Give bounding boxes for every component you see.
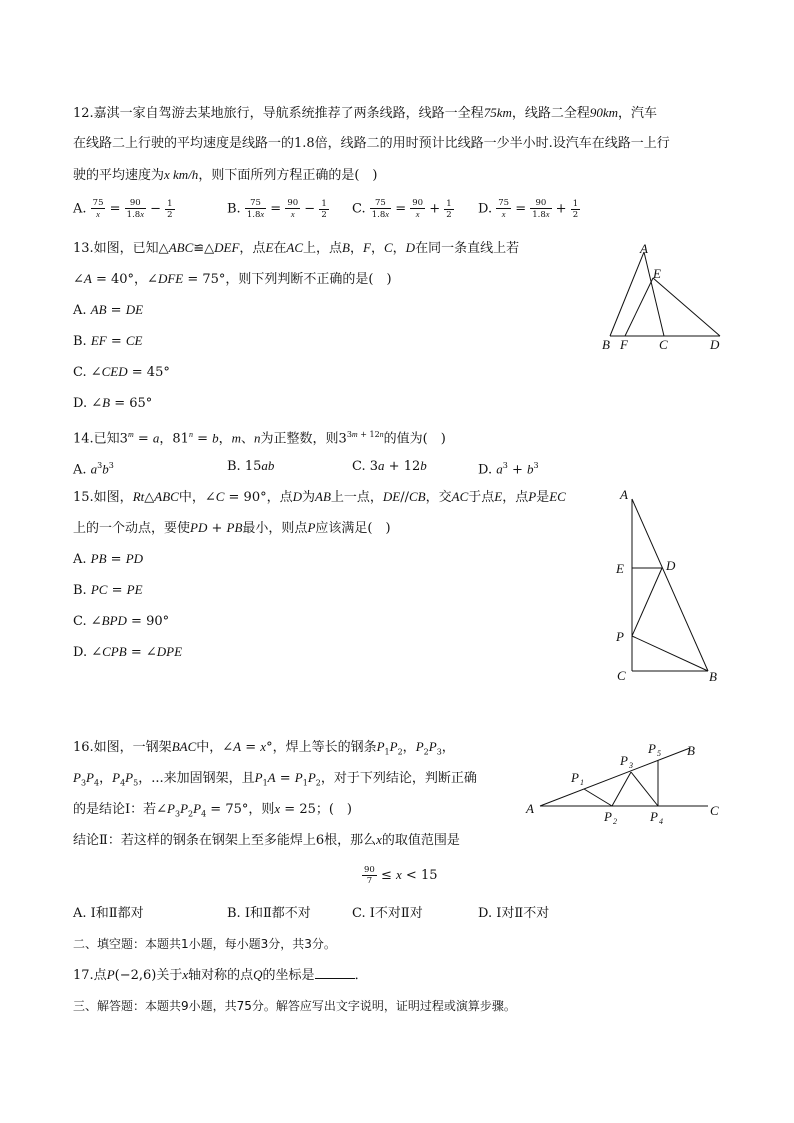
q14-option-c: C. 3a + 12b — [352, 458, 427, 474]
q16-line4: 结论Ⅱ：若这样的钢条在钢架上至多能焊上6根，那么x的取值范围是 — [73, 832, 460, 848]
section-3-heading: 三、解答题：本题共9小题，共75分。解答应写出文字说明，证明过程或演算步骤。 — [73, 999, 516, 1013]
q13-option-b: B. EF = CE — [73, 333, 143, 349]
q16-option-c: C. Ⅰ不对Ⅱ对 — [352, 906, 423, 921]
svg-text:C: C — [617, 668, 626, 683]
q13-option-c: C. ∠CED = 45° — [73, 364, 170, 380]
q15-line1: 15.如图，Rt△ABC中，∠C = 90°，点D为AB上一点，DE//CB，交AC于点E，点P是EC — [73, 489, 566, 505]
svg-text:4: 4 — [659, 817, 663, 826]
q12-option-c: C. $\frac{75}{1.8x}$ = $\frac{90}{x}$ + $\frac{1}{2}$ — [352, 198, 452, 220]
q16-option-b: B. Ⅰ和Ⅱ都不对 — [227, 906, 311, 921]
svg-text:D: D — [710, 337, 720, 352]
q16-figure — [522, 737, 732, 832]
q13-option-a: A. AB = DE — [73, 302, 144, 318]
svg-text:2: 2 — [613, 817, 617, 826]
q13-line1: 13.如图，已知△ABC≌△DEF，点E在AC上，点B，F，C，D在同一条直线上若 — [73, 240, 520, 256]
svg-text:C: C — [710, 803, 719, 818]
q13-line2: ∠A = 40°，∠DFE = 75°，则下列判断不正确的是( ) — [73, 271, 392, 287]
q15-option-c: C. ∠BPD = 90° — [73, 613, 170, 629]
svg-text:A: A — [640, 241, 648, 256]
svg-text:P: P — [616, 629, 624, 644]
svg-text:F: F — [620, 337, 628, 352]
q12-line2: 在线路二上行驶的平均速度是线路一的1.8倍，线路二的用时预计比线路一少半小时.设汽车在线路一上行 — [73, 136, 670, 151]
q15-option-b: B. PC = PE — [73, 582, 143, 598]
q12-line3: 驶的平均速度为x km/h，则下面所列方程正确的是( ) — [73, 167, 378, 183]
q16-option-d: D. Ⅰ对Ⅱ不对 — [478, 906, 550, 921]
answer-blank[interactable] — [315, 966, 355, 979]
q13-figure — [596, 238, 736, 358]
section-2-heading: 二、填空题：本题共1小题，每小题3分，共3分。 — [73, 937, 336, 951]
q14-option-a: A. $a^3b^3$ — [73, 461, 114, 478]
q15-option-d: D. ∠CPB = ∠DPE — [73, 644, 183, 660]
svg-text:D: D — [666, 558, 676, 573]
q15-line2: 上的一个动点，要使PD + PB最小，则点P应该满足( ) — [73, 520, 391, 536]
q13-option-d: D. ∠B = 65° — [73, 395, 153, 411]
q16-inequality: $\frac{90}{7}$ ≤ x < 15 — [364, 865, 438, 886]
q14-option-d: D. $a^3 + b^3$ — [478, 461, 539, 478]
q16-line2: $P_3P_4$，$P_4P_5$，...来加固钢架，且$P_1A = P_1P_2$，对于下列结论，判断正确 — [73, 770, 477, 788]
q16-line1: 16.如图，一钢架BAC中，∠A = x°，焊上等长的钢条$P_1P_2$，$P_2P_3$， — [73, 739, 455, 757]
svg-text:5: 5 — [657, 749, 661, 758]
svg-text:B: B — [602, 337, 610, 352]
svg-text:B: B — [687, 743, 695, 758]
svg-text:C: C — [659, 337, 668, 352]
q15-figure — [608, 485, 728, 685]
q12-option-b: B. $\frac{75}{1.8x}$ = $\frac{90}{x}$ − $\frac{1}{2}$ — [227, 198, 327, 220]
q14-line1: 14.已知$3^m = a$，$81^n = b$，m、n为正整数，则$3^{3m + 12n}$的值为( ) — [73, 430, 446, 447]
svg-text:P: P — [650, 809, 658, 824]
svg-text:P: P — [604, 809, 612, 824]
svg-text:1: 1 — [580, 778, 584, 787]
q14-option-b: B. 15ab — [227, 458, 275, 474]
svg-text:B: B — [709, 669, 717, 684]
q15-option-a: A. PB = PD — [73, 551, 144, 567]
q16-option-a: A. Ⅰ和Ⅱ都对 — [73, 906, 144, 921]
svg-text:A: A — [526, 801, 534, 816]
svg-text:P: P — [620, 753, 628, 768]
svg-text:P: P — [648, 741, 656, 756]
q12-line1: 12.嘉淇一家自驾游去某地旅行，导航系统推荐了两条线路，线路一全程75km，线路二全程90km，汽车 — [73, 105, 658, 121]
svg-text:3: 3 — [629, 761, 633, 770]
q17: 17.点P(−2,6)关于x轴对称的点Q的坐标是 ． — [73, 967, 368, 983]
q12-option-a: A. $\frac{75}{x}$ = $\frac{90}{1.8x}$ − $\frac{1}{2}$ — [73, 198, 173, 220]
q16-line3: 的是结论Ⅰ：若$\angle P_3P_2P_4 = 75^\circ$，则x = 25；( ) — [73, 801, 352, 819]
svg-text:A: A — [620, 487, 628, 502]
svg-text:E: E — [653, 266, 661, 281]
q12-option-d: D. $\frac{75}{x}$ = $\frac{90}{1.8x}$ + $\frac{1}{2}$ — [478, 198, 579, 220]
svg-text:P: P — [571, 770, 579, 785]
svg-text:E: E — [616, 561, 624, 576]
